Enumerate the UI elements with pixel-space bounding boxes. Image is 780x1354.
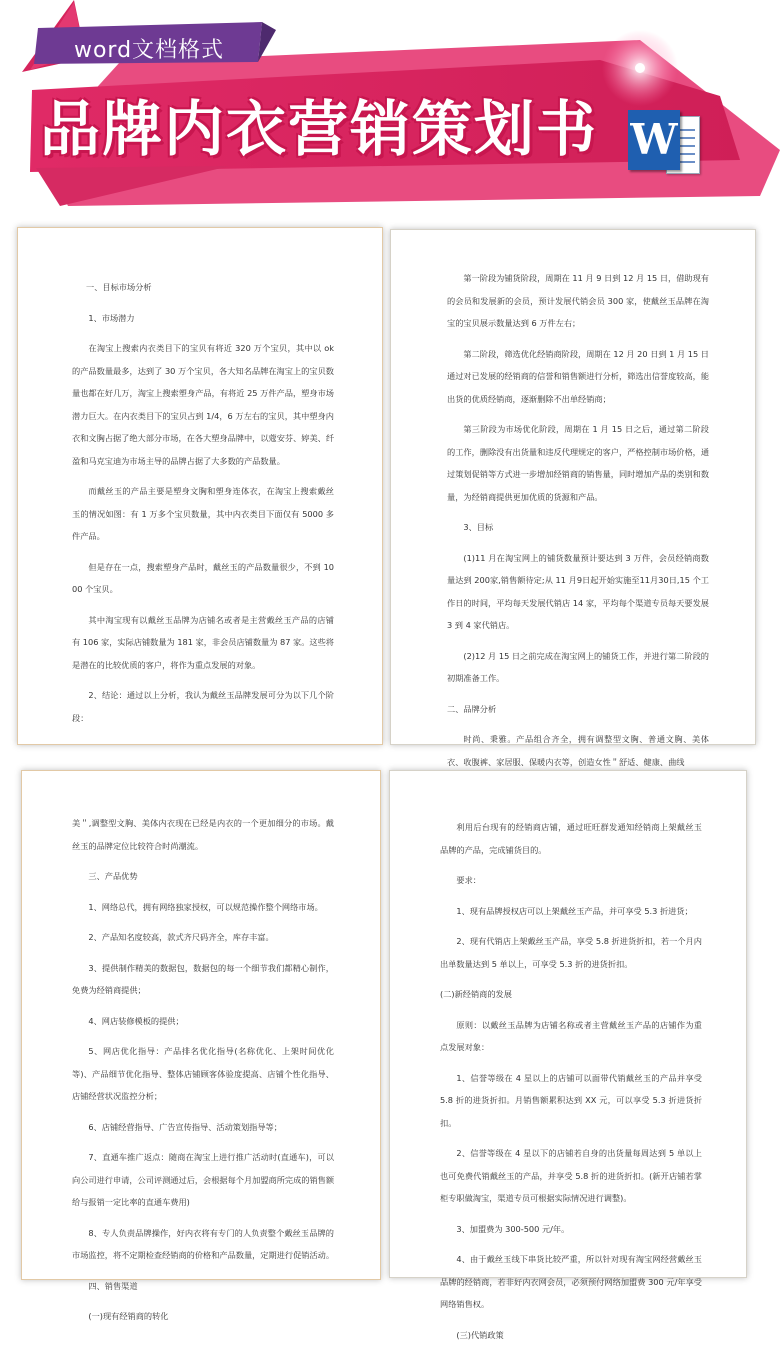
list-item: 4、由于戴丝玉线下串货比较严重，所以针对现有淘宝网经营戴丝玉品牌的经销商，若非好内衣网会员，必须预付网络加盟费 300 元/年享受网络销售权。 — [440, 1254, 702, 1309]
paragraph: 原则：以戴丝玉品牌为店铺名称或者主营戴丝玉产品的店铺作为重点发展对象： — [440, 1019, 702, 1052]
subsection-heading: 3、目标 — [463, 522, 494, 532]
page-body — [72, 812, 334, 1336]
page-body — [447, 267, 709, 781]
subsection-heading: (一)现有经销商的转化 — [88, 1311, 169, 1321]
list-item: 7、直通车推广返点：随商在淘宝上进行推广活动时(直通车)，可以向公司进行申请，公司评测通过后，会根据每个月加盟商所完成的销售额给与报销一定比率的直通车费用) — [72, 1152, 335, 1207]
paragraph: 其中淘宝现有以戴丝玉品牌为店铺名或者是主营戴丝玉产品的店铺有 106 家，实际店铺数量为 181 家，非会员店铺数量为 87 家。这些将是潜在的比较优质的客户，将作为重点发展的对象。 — [72, 614, 334, 670]
document-page-3 — [21, 770, 381, 1321]
paragraph: 而戴丝玉的产品主要是塑身文胸和塑身连体衣，在淘宝上搜索戴丝玉的情况如图：有 1 万多个宝贝数量，其中内衣类目下面仅有 5000 多件产品。 — [72, 486, 334, 541]
section-heading: 一、目标市场分析 — [86, 282, 152, 292]
paragraph: 但是存在一点，搜索塑身产品时，戴丝玉的产品数量很少，不到 1000 个宝贝。 — [72, 561, 334, 594]
section-heading: 三、产品优势 — [88, 871, 138, 881]
subsection-heading: (二)新经销商的发展 — [440, 989, 512, 999]
subsection-heading: 要求： — [456, 875, 481, 885]
list-item: 4、网店装修模板的提供； — [88, 1015, 184, 1026]
page-title: 品牌内衣营销策划书 — [40, 95, 598, 165]
subsection-heading: 1、市场潜力 — [88, 312, 135, 323]
format-tag: word文档格式 — [73, 38, 225, 63]
paragraph: 第一阶段为铺货阶段，周期在 11 月 9 日到 12 月 15 日，借助现有的会员和发展新的会员，预计发展代销会员 300 家，使戴丝玉品牌在淘宝的宝贝展示数量达到 6 万件左右； — [447, 273, 709, 328]
paragraph: (2)12 月 15 日之前完成在淘宝网上的铺货工作，并进行第二阶段的初期准备工作。 — [447, 650, 709, 683]
document-page-1 — [17, 227, 383, 745]
list-item: 1、信誉等级在 4 星以上的店铺可以面带代销戴丝玉的产品并享受 5.8 折的进货折扣。月销售额累积达到 XX 元，可以享受 5.3 折进货折扣。 — [440, 1072, 702, 1128]
list-item: 1、现有品牌授权店可以上架戴丝玉产品，并可享受 5.3 折进货； — [456, 905, 693, 916]
document-page-2 — [390, 229, 756, 767]
paragraph: (1)11 月在淘宝网上的铺货数量预计要达到 3 万件，会员经销商数量达到 200家,销售额待定;从 11 月9日起开始实施至11月30日,15 个工作日的时间，平均每天发展代销店 14 家，平均每个渠道专员每天要发展 3 到 4 家代销店。 — [447, 552, 709, 630]
list-item: 2、产品知名度较高，款式齐尺码齐全，库存丰富。 — [88, 932, 274, 942]
paragraph: 美＂,调整型文胸、美体内衣现在已经是内衣的一个更加细分的市场。戴丝玉的品牌定位比较符合时尚潮流。 — [72, 818, 334, 851]
section-heading: 二、品牌分析 — [447, 703, 497, 714]
paragraph: 第三阶段为市场优化阶段，周期在 1 月 15 日之后，通过第二阶段的工作，删除没有出货量和违反代理规定的客户，严格控制市场价格，通过策划促销等方式进一步增加经销商的销售量，同时增加产品的类别和数量，为经销商提供更加优质的货源和产品。 — [447, 424, 710, 502]
list-item: 2、信誉等级在 4 星以下的店铺若自身的出货量每周达到 5 单以上也可免费代销戴丝玉的产品，并享受 5.8 折的进货折扣。(新开店铺若掌柜专职做淘宝，渠道专员可根据实际情况进行调整)。 — [440, 1148, 702, 1203]
word-document-icon: W — [628, 110, 702, 176]
list-item: 2、现有代销店上架戴丝玉产品，享受 5.8 折进货折扣，若一个月内出单数量达到 5 单以上，可享受 5.3 折的进货折扣。 — [440, 936, 702, 969]
paragraph: 2、结论：通过以上分析，我认为戴丝玉品牌发展可分为以下几个阶段： — [72, 690, 334, 723]
list-item: 8、专人负责品牌操作，好内衣将有专门的人负责整个戴丝玉品牌的市场监控，将不定期检查经销商的价格和产品数量，定期进行促销活动。 — [72, 1227, 335, 1260]
paragraph: 在淘宝上搜索内衣类目下的宝贝有将近 320 万个宝贝，其中以 ok 的产品数量最多，达到了 30 万个宝贝，各大知名品牌在淘宝上的宝贝数量也都在好几万，淘宝上搜索塑身产品，有将近 25 万件产品，塑身市场潜力巨大。在内衣类目下的宝贝占到 1/4，6 万左右的宝贝，其中塑身内衣和文胸占据了绝大部分市场，在各大塑身品牌中，以蔻安芬、婷美、纤盈和马克宝迪为市场主导的品牌占据了大多数的产品数量。 — [72, 343, 335, 466]
section-heading: 四、销售渠道 — [88, 1280, 138, 1291]
list-item: 3、加盟费为 300-500 元/年。 — [456, 1223, 570, 1234]
list-item: 3、提供制作精美的数据包，数据包的每一个细节我们都精心制作，免费为经销商提供； — [72, 962, 334, 995]
header-banner — [0, 0, 780, 210]
page-body — [72, 276, 334, 737]
list-item: 5、网店优化指导：产品排名优化指导(名称优化、上架时间优化等)、产品细节优化指导、整体店铺顾客体验度提高、店铺个性化指导、店铺经营状况监控分析； — [72, 1046, 334, 1101]
subsection-heading: (三)代销政策 — [456, 1329, 504, 1340]
list-item: 6、店铺经营指导、广告宣传指导、活动策划指导等； — [88, 1121, 282, 1132]
list-item: 1、网络总代，拥有网络独家授权，可以规范操作整个网络市场。 — [88, 901, 323, 912]
paragraph: 第二阶段，筛选优化经销商阶段，周期在 12 月 20 日到 1 月 15 日通过对已发展的经销商的信誉和销售额进行分析，筛选出信誉度较高，能出货的优质经销商，逐渐删除不出单经销商； — [447, 348, 710, 404]
document-page-4 — [389, 770, 747, 1340]
paragraph: 利用后台现有的经销商店铺，通过旺旺群发通知经销商上架戴丝玉品牌的产品，完成铺货目的。 — [440, 822, 702, 855]
paragraph: 时尚、秉雅。产品组合齐全，拥有调整型文胸、普通文胸、美体衣、收腹裤、家居服、保暖内衣等，创造女性＂舒适、健康、曲线 — [447, 734, 709, 767]
page-body — [440, 816, 702, 1354]
